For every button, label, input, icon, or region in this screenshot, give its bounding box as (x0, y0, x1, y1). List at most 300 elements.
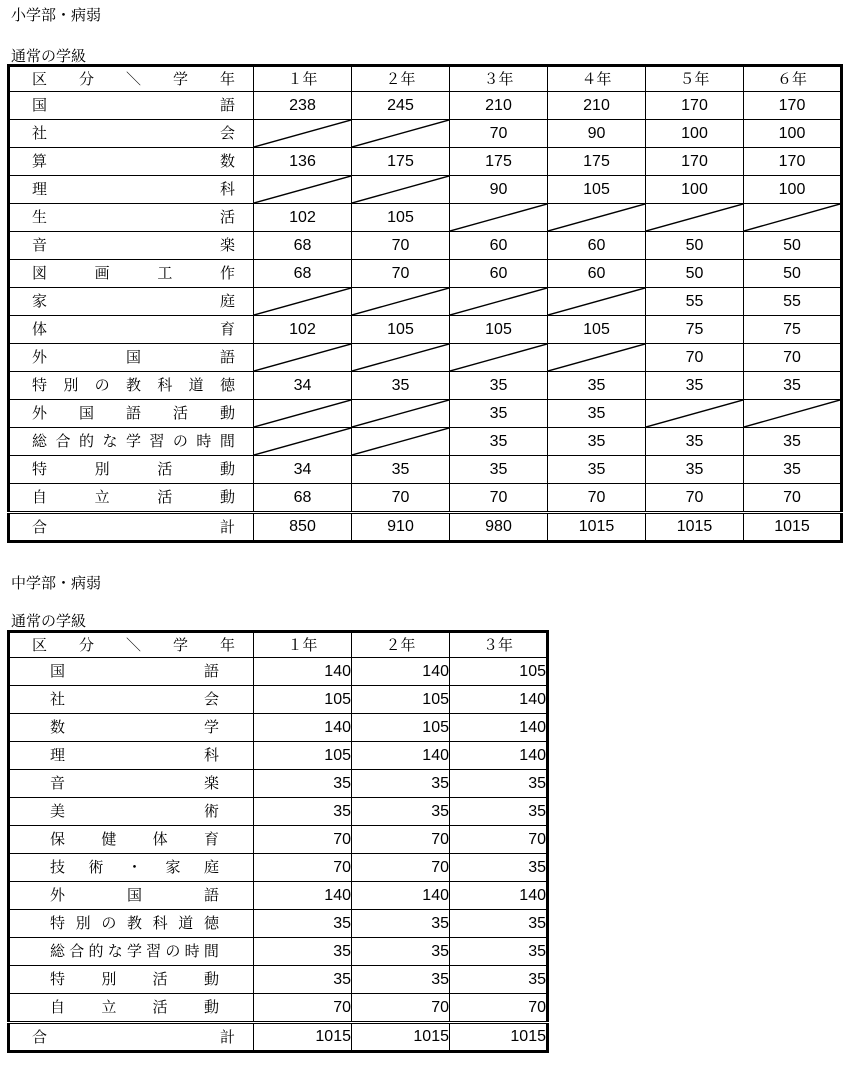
junior-high-hours-table (7, 630, 549, 1053)
diagonal-slash (450, 288, 547, 315)
hours-cell: 35 (548, 428, 646, 456)
hours-cell: 245 (352, 92, 450, 120)
hours-cell: 35 (548, 372, 646, 400)
hours-cell: 175 (450, 148, 548, 176)
table-row (9, 148, 842, 176)
label-char: 区 (32, 636, 48, 654)
label-char: 的 (78, 432, 94, 450)
subject-label-cell (9, 966, 254, 994)
label-char: 活 (157, 460, 173, 478)
label-char: 作 (219, 264, 235, 282)
label-char: 工 (157, 264, 173, 282)
hours-cell: 170 (744, 92, 842, 120)
label-char: 庭 (203, 858, 219, 876)
hours-cell: 70 (352, 994, 450, 1023)
hours-cell: 140 (450, 686, 548, 714)
header-row (9, 632, 548, 658)
label-char: 年 (219, 70, 235, 88)
label-char: 習 (149, 432, 165, 450)
diagonal-slash (254, 288, 351, 315)
table-row (9, 400, 842, 428)
label-char: 教 (126, 914, 142, 932)
label-char: ＼ (125, 70, 141, 88)
label-char: な (107, 942, 123, 960)
diagonal-slash (254, 400, 351, 427)
diagonal-slash (744, 204, 840, 231)
hours-cell: 50 (646, 232, 744, 260)
label-char: 動 (219, 404, 235, 422)
label-char: 国 (32, 96, 48, 114)
header-label-cell (9, 66, 254, 92)
not-applicable-cell (254, 400, 352, 428)
label-char: 活 (152, 998, 168, 1016)
not-applicable-cell (352, 288, 450, 316)
hours-cell: 35 (450, 428, 548, 456)
total-label-cell (9, 513, 254, 542)
table-row (9, 966, 548, 994)
total-cell: 1015 (548, 513, 646, 542)
table-row (9, 938, 548, 966)
subject-label-cell (9, 428, 254, 456)
hours-cell: 210 (548, 92, 646, 120)
grade-header: ３年 (450, 66, 548, 92)
hours-cell: 35 (450, 910, 548, 938)
label-char: 会 (203, 690, 219, 708)
hours-cell: 70 (352, 854, 450, 882)
label-char: 学 (172, 70, 188, 88)
hours-cell: 70 (352, 484, 450, 513)
hours-cell: 90 (450, 176, 548, 204)
label-char: 動 (203, 998, 219, 1016)
hours-cell: 35 (352, 910, 450, 938)
label-char: 教 (125, 376, 141, 394)
diagonal-slash (646, 400, 743, 427)
elementary-table-title: 通常の学級 (11, 47, 87, 65)
label-char: 術 (203, 802, 219, 820)
diagonal-slash (450, 344, 547, 371)
label-char: 別 (75, 914, 91, 932)
label-char: 音 (32, 236, 48, 254)
diagonal-slash (548, 288, 645, 315)
label-char: 術 (88, 858, 104, 876)
label-char: 分 (78, 636, 94, 654)
label-char: 道 (178, 914, 194, 932)
label-char: 会 (219, 124, 235, 142)
subject-label-cell (9, 686, 254, 714)
hours-cell: 105 (450, 316, 548, 344)
subject-label-cell (9, 288, 254, 316)
hours-cell: 35 (352, 966, 450, 994)
label-char: ＼ (125, 636, 141, 654)
label-char: ・ (126, 858, 142, 876)
label-char: 的 (88, 942, 104, 960)
label-char: 徳 (203, 914, 219, 932)
grade-header: １年 (254, 632, 352, 658)
hours-cell: 34 (254, 456, 352, 484)
hours-cell: 68 (254, 484, 352, 513)
hours-cell: 35 (548, 400, 646, 428)
table-row (9, 770, 548, 798)
hours-cell: 70 (450, 826, 548, 854)
table-row (9, 910, 548, 938)
hours-cell: 105 (352, 686, 450, 714)
hours-cell: 70 (254, 826, 352, 854)
label-char: 活 (157, 488, 173, 506)
not-applicable-cell (646, 204, 744, 232)
subject-label-cell (9, 910, 254, 938)
label-char: 科 (219, 180, 235, 198)
label-char: 総 (50, 942, 66, 960)
hours-cell: 105 (450, 658, 548, 686)
table-row (9, 484, 842, 513)
not-applicable-cell (254, 428, 352, 456)
label-char: 画 (94, 264, 110, 282)
label-char: 活 (219, 208, 235, 226)
diagonal-slash (352, 428, 449, 455)
label-char: 時 (184, 942, 200, 960)
label-char: 特 (32, 376, 48, 394)
label-char: 合 (55, 432, 71, 450)
hours-cell: 34 (254, 372, 352, 400)
hours-cell: 60 (450, 232, 548, 260)
hours-cell: 170 (646, 148, 744, 176)
label-char: 国 (125, 348, 141, 366)
subject-label-cell (9, 232, 254, 260)
hours-cell: 35 (352, 372, 450, 400)
table-row (9, 316, 842, 344)
subject-label-cell (9, 994, 254, 1023)
hours-cell: 35 (548, 456, 646, 484)
hours-cell: 175 (548, 148, 646, 176)
hours-cell: 75 (646, 316, 744, 344)
hours-cell: 70 (254, 994, 352, 1023)
hours-cell: 238 (254, 92, 352, 120)
subject-label-cell (9, 456, 254, 484)
label-char: 合 (32, 518, 48, 536)
label-char: 学 (203, 718, 219, 736)
hours-cell: 105 (548, 316, 646, 344)
table-row (9, 176, 842, 204)
label-char: 体 (32, 320, 48, 338)
label-char: 数 (219, 152, 235, 170)
hours-cell: 70 (352, 260, 450, 288)
label-char: 庭 (219, 292, 235, 310)
not-applicable-cell (254, 176, 352, 204)
subject-label-cell (9, 882, 254, 910)
hours-cell: 70 (548, 484, 646, 513)
table-row (9, 260, 842, 288)
label-char: 学 (125, 432, 141, 450)
hours-cell: 140 (254, 658, 352, 686)
total-label-cell (9, 1023, 254, 1052)
hours-cell: 210 (450, 92, 548, 120)
hours-cell: 105 (548, 176, 646, 204)
label-char: 楽 (219, 236, 235, 254)
label-char: 音 (50, 774, 66, 792)
table-row (9, 798, 548, 826)
hours-cell: 35 (352, 938, 450, 966)
hours-cell: 70 (646, 484, 744, 513)
not-applicable-cell (254, 344, 352, 372)
label-char: 語 (203, 886, 219, 904)
label-char: 社 (32, 124, 48, 142)
hours-cell: 35 (254, 770, 352, 798)
diagonal-slash (646, 204, 743, 231)
label-char: 動 (219, 488, 235, 506)
label-char: の (172, 432, 188, 450)
grade-header: ２年 (352, 66, 450, 92)
label-char: 科 (152, 914, 168, 932)
label-char: 国 (50, 662, 66, 680)
label-char: 理 (32, 180, 48, 198)
hours-cell: 35 (254, 938, 352, 966)
hours-cell: 170 (744, 148, 842, 176)
total-cell: 850 (254, 513, 352, 542)
hours-cell: 35 (352, 798, 450, 826)
label-char: 語 (219, 96, 235, 114)
label-char: の (101, 914, 117, 932)
label-char: 保 (50, 830, 66, 848)
table-row (9, 714, 548, 742)
elementary-section-title: 小学部・病弱 (11, 6, 102, 24)
label-char: 間 (203, 942, 219, 960)
hours-cell: 100 (646, 120, 744, 148)
label-char: 特 (50, 914, 66, 932)
hours-cell: 60 (450, 260, 548, 288)
table-row (9, 742, 548, 770)
label-char: 育 (203, 830, 219, 848)
subject-label-cell (9, 658, 254, 686)
label-char: 生 (32, 208, 48, 226)
total-cell: 910 (352, 513, 450, 542)
label-char: 家 (165, 858, 181, 876)
label-char: 習 (146, 942, 162, 960)
table-row (9, 204, 842, 232)
hours-cell: 68 (254, 232, 352, 260)
subject-label-cell (9, 826, 254, 854)
grade-header: ６年 (744, 66, 842, 92)
label-char: 計 (219, 1028, 235, 1046)
diagonal-slash (254, 120, 351, 147)
label-char: 健 (101, 830, 117, 848)
subject-label-cell (9, 400, 254, 428)
label-char: 立 (101, 998, 117, 1016)
label-char: 道 (188, 376, 204, 394)
label-char: 別 (101, 970, 117, 988)
subject-label-cell (9, 798, 254, 826)
diagonal-slash (744, 400, 840, 427)
label-char: 語 (125, 404, 141, 422)
hours-cell: 100 (744, 120, 842, 148)
label-char: 体 (152, 830, 168, 848)
subject-label-cell (9, 176, 254, 204)
subject-label-cell (9, 204, 254, 232)
label-char: 国 (78, 404, 94, 422)
table-row (9, 994, 548, 1023)
table-row (9, 92, 842, 120)
hours-cell: 105 (254, 686, 352, 714)
total-cell: 1015 (352, 1023, 450, 1052)
hours-cell: 140 (450, 742, 548, 770)
total-cell: 1015 (254, 1023, 352, 1052)
label-char: 徳 (219, 376, 235, 394)
junior-high-table-title: 通常の学級 (11, 612, 87, 630)
hours-cell: 140 (352, 882, 450, 910)
hours-cell: 35 (646, 428, 744, 456)
label-char: 自 (50, 998, 66, 1016)
hours-cell: 35 (450, 938, 548, 966)
hours-cell: 70 (450, 120, 548, 148)
label-char: 立 (94, 488, 110, 506)
hours-cell: 35 (254, 910, 352, 938)
diagonal-slash (352, 176, 449, 203)
header-row (9, 66, 842, 92)
grade-header: ２年 (352, 632, 450, 658)
label-char: 外 (32, 404, 48, 422)
subject-label-cell (9, 344, 254, 372)
not-applicable-cell (744, 204, 842, 232)
hours-cell: 60 (548, 232, 646, 260)
hours-cell: 102 (254, 316, 352, 344)
hours-cell: 90 (548, 120, 646, 148)
hours-cell: 35 (744, 456, 842, 484)
subject-label-cell (9, 372, 254, 400)
hours-cell: 35 (352, 770, 450, 798)
hours-cell: 35 (450, 966, 548, 994)
hours-cell: 55 (744, 288, 842, 316)
label-char: 社 (50, 690, 66, 708)
table-row (9, 658, 548, 686)
label-char: 合 (32, 1028, 48, 1046)
label-char: の (94, 376, 110, 394)
label-char: 総 (32, 432, 48, 450)
subject-label-cell (9, 742, 254, 770)
label-char: 別 (63, 376, 79, 394)
hours-cell: 105 (352, 204, 450, 232)
label-char: 時 (196, 432, 212, 450)
hours-cell: 35 (450, 456, 548, 484)
hours-cell: 136 (254, 148, 352, 176)
hours-cell: 35 (450, 400, 548, 428)
hours-cell: 70 (352, 826, 450, 854)
hours-cell: 140 (352, 658, 450, 686)
label-char: 合 (69, 942, 85, 960)
label-char: 年 (219, 636, 235, 654)
subject-label-cell (9, 92, 254, 120)
label-char: 家 (32, 292, 48, 310)
not-applicable-cell (744, 400, 842, 428)
label-char: 理 (50, 746, 66, 764)
total-row (9, 1023, 548, 1052)
table-row (9, 344, 842, 372)
table-row (9, 288, 842, 316)
hours-cell: 35 (450, 372, 548, 400)
hours-cell: 35 (744, 428, 842, 456)
hours-cell: 102 (254, 204, 352, 232)
total-cell: 1015 (450, 1023, 548, 1052)
label-char: 語 (219, 348, 235, 366)
label-char: 間 (219, 432, 235, 450)
label-char: 外 (32, 348, 48, 366)
not-applicable-cell (548, 288, 646, 316)
hours-cell: 140 (450, 714, 548, 742)
hours-cell: 70 (646, 344, 744, 372)
hours-cell: 140 (352, 742, 450, 770)
hours-cell: 140 (254, 714, 352, 742)
label-char: の (165, 942, 181, 960)
total-cell: 1015 (744, 513, 842, 542)
hours-cell: 50 (646, 260, 744, 288)
hours-cell: 100 (646, 176, 744, 204)
not-applicable-cell (254, 288, 352, 316)
subject-label-cell (9, 316, 254, 344)
subject-label-cell (9, 854, 254, 882)
subject-label-cell (9, 148, 254, 176)
diagonal-slash (352, 344, 449, 371)
hours-cell: 70 (450, 994, 548, 1023)
not-applicable-cell (450, 204, 548, 232)
hours-cell: 75 (744, 316, 842, 344)
hours-cell: 70 (254, 854, 352, 882)
grade-header: １年 (254, 66, 352, 92)
hours-cell: 35 (450, 798, 548, 826)
table-row (9, 428, 842, 456)
diagonal-slash (450, 204, 547, 231)
hours-cell: 105 (254, 742, 352, 770)
table-row (9, 854, 548, 882)
hours-cell: 70 (450, 484, 548, 513)
table-row (9, 120, 842, 148)
not-applicable-cell (646, 400, 744, 428)
label-char: 語 (203, 662, 219, 680)
label-char: な (102, 432, 118, 450)
label-char: 科 (203, 746, 219, 764)
label-char: 技 (50, 858, 66, 876)
hours-cell: 105 (352, 714, 450, 742)
table-row (9, 456, 842, 484)
table-row (9, 882, 548, 910)
hours-cell: 50 (744, 232, 842, 260)
hours-cell: 35 (744, 372, 842, 400)
not-applicable-cell (352, 344, 450, 372)
label-char: 科 (157, 376, 173, 394)
diagonal-slash (254, 428, 351, 455)
hours-cell: 100 (744, 176, 842, 204)
hours-cell: 60 (548, 260, 646, 288)
label-char: 動 (219, 460, 235, 478)
hours-cell: 105 (352, 316, 450, 344)
total-row (9, 513, 842, 542)
not-applicable-cell (352, 176, 450, 204)
hours-cell: 70 (744, 344, 842, 372)
hours-cell: 35 (254, 798, 352, 826)
label-char: 外 (50, 886, 66, 904)
hours-cell: 35 (352, 456, 450, 484)
label-char: 別 (94, 460, 110, 478)
hours-cell: 175 (352, 148, 450, 176)
subject-label-cell (9, 120, 254, 148)
diagonal-slash (548, 344, 645, 371)
subject-label-cell (9, 770, 254, 798)
table-row (9, 372, 842, 400)
label-char: 学 (172, 636, 188, 654)
hours-cell: 50 (744, 260, 842, 288)
hours-cell: 55 (646, 288, 744, 316)
not-applicable-cell (254, 120, 352, 148)
subject-label-cell (9, 938, 254, 966)
not-applicable-cell (352, 428, 450, 456)
diagonal-slash (352, 400, 449, 427)
